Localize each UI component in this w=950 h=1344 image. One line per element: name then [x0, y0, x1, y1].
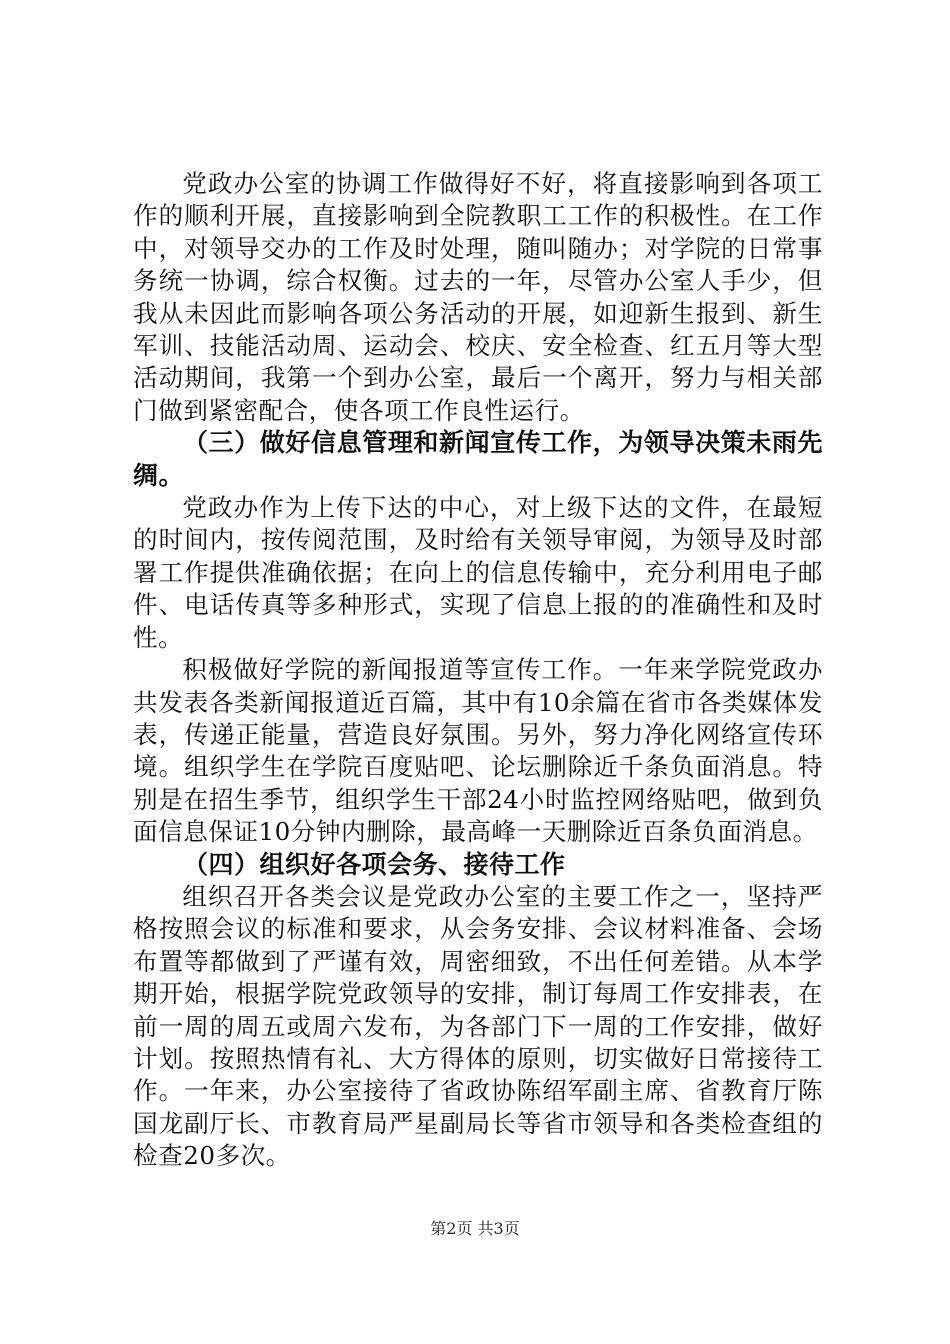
- section-heading-3: （三）做好信息管理和新闻宣传工作，为领导决策未雨先绸。: [133, 428, 823, 490]
- section-heading-4: （四）组织好各项会务、接待工作: [183, 849, 566, 879]
- document-body: [133, 168, 823, 1173]
- paragraph-publicity: 积极做好学院的新闻报道等宣传工作。一年来学院党政办共发表各类新闻报道近百篇，其中有10余篇在省市各类媒体发表，传递正能量，营造良好氛围。另外，努力净化网络宣传环境。组织学生在学院百度贴吧、论坛删除近千条负面消息。特别是在招生季节，组织学生干部24小时监控网络贴吧，做到负面信息保证10分钟内删除，最高峰一天删除近百条负面消息。: [133, 655, 823, 847]
- paragraph-coordination: 党政办公室的协调工作做得好不好，将直接影响到各项工作的顺利开展，直接影响到全院教职工工作的积极性。在工作中，对领导交办的工作及时处理，随叫随办；对学院的日常事务统一协调，综合权衡。过去的一年，尽管办公室人手少，但我从未因此而影响各项公务活动的开展，如迎新生报到、新生军训、技能活动周、运动会、校庆、安全检查、红五月等大型活动期间，我第一个到办公室，最后一个离开，努力与相关部门做到紧密配合，使各项工作良性运行。: [133, 169, 823, 425]
- paragraph-meetings: 组织召开各类会议是党政办公室的主要工作之一，坚持严格按照会议的标准和要求，从会务安排、会议材料准备、会场布置等都做到了严谨有效，周密细致，不出任何差错。从本学期开始，根据学院党政领导的安排，制订每周工作安排表，在前一周的周五或周六发布，为各部门下一周的工作安排，做好计划。按照热情有礼、大方得体的原则，切实做好日常接待工作。一年来，办公室接待了省政协陈绍军副主席、省教育厅陈国龙副厅长、市教育局严星副局长等省市领导和各类检查组的检查20多次。: [133, 881, 823, 1171]
- paragraph-information: 党政办作为上传下达的中心，对上级下达的文件，在最短的时间内，按传阅范围，及时给有关领导审阅，为领导及时部署工作提供准确依据；在向上的信息传输中，充分利用电子邮件、电话传真等多种形式，实现了信息上报的的准确性和及时性。: [133, 493, 823, 652]
- page-footer: 第2页 共3页: [430, 1219, 520, 1238]
